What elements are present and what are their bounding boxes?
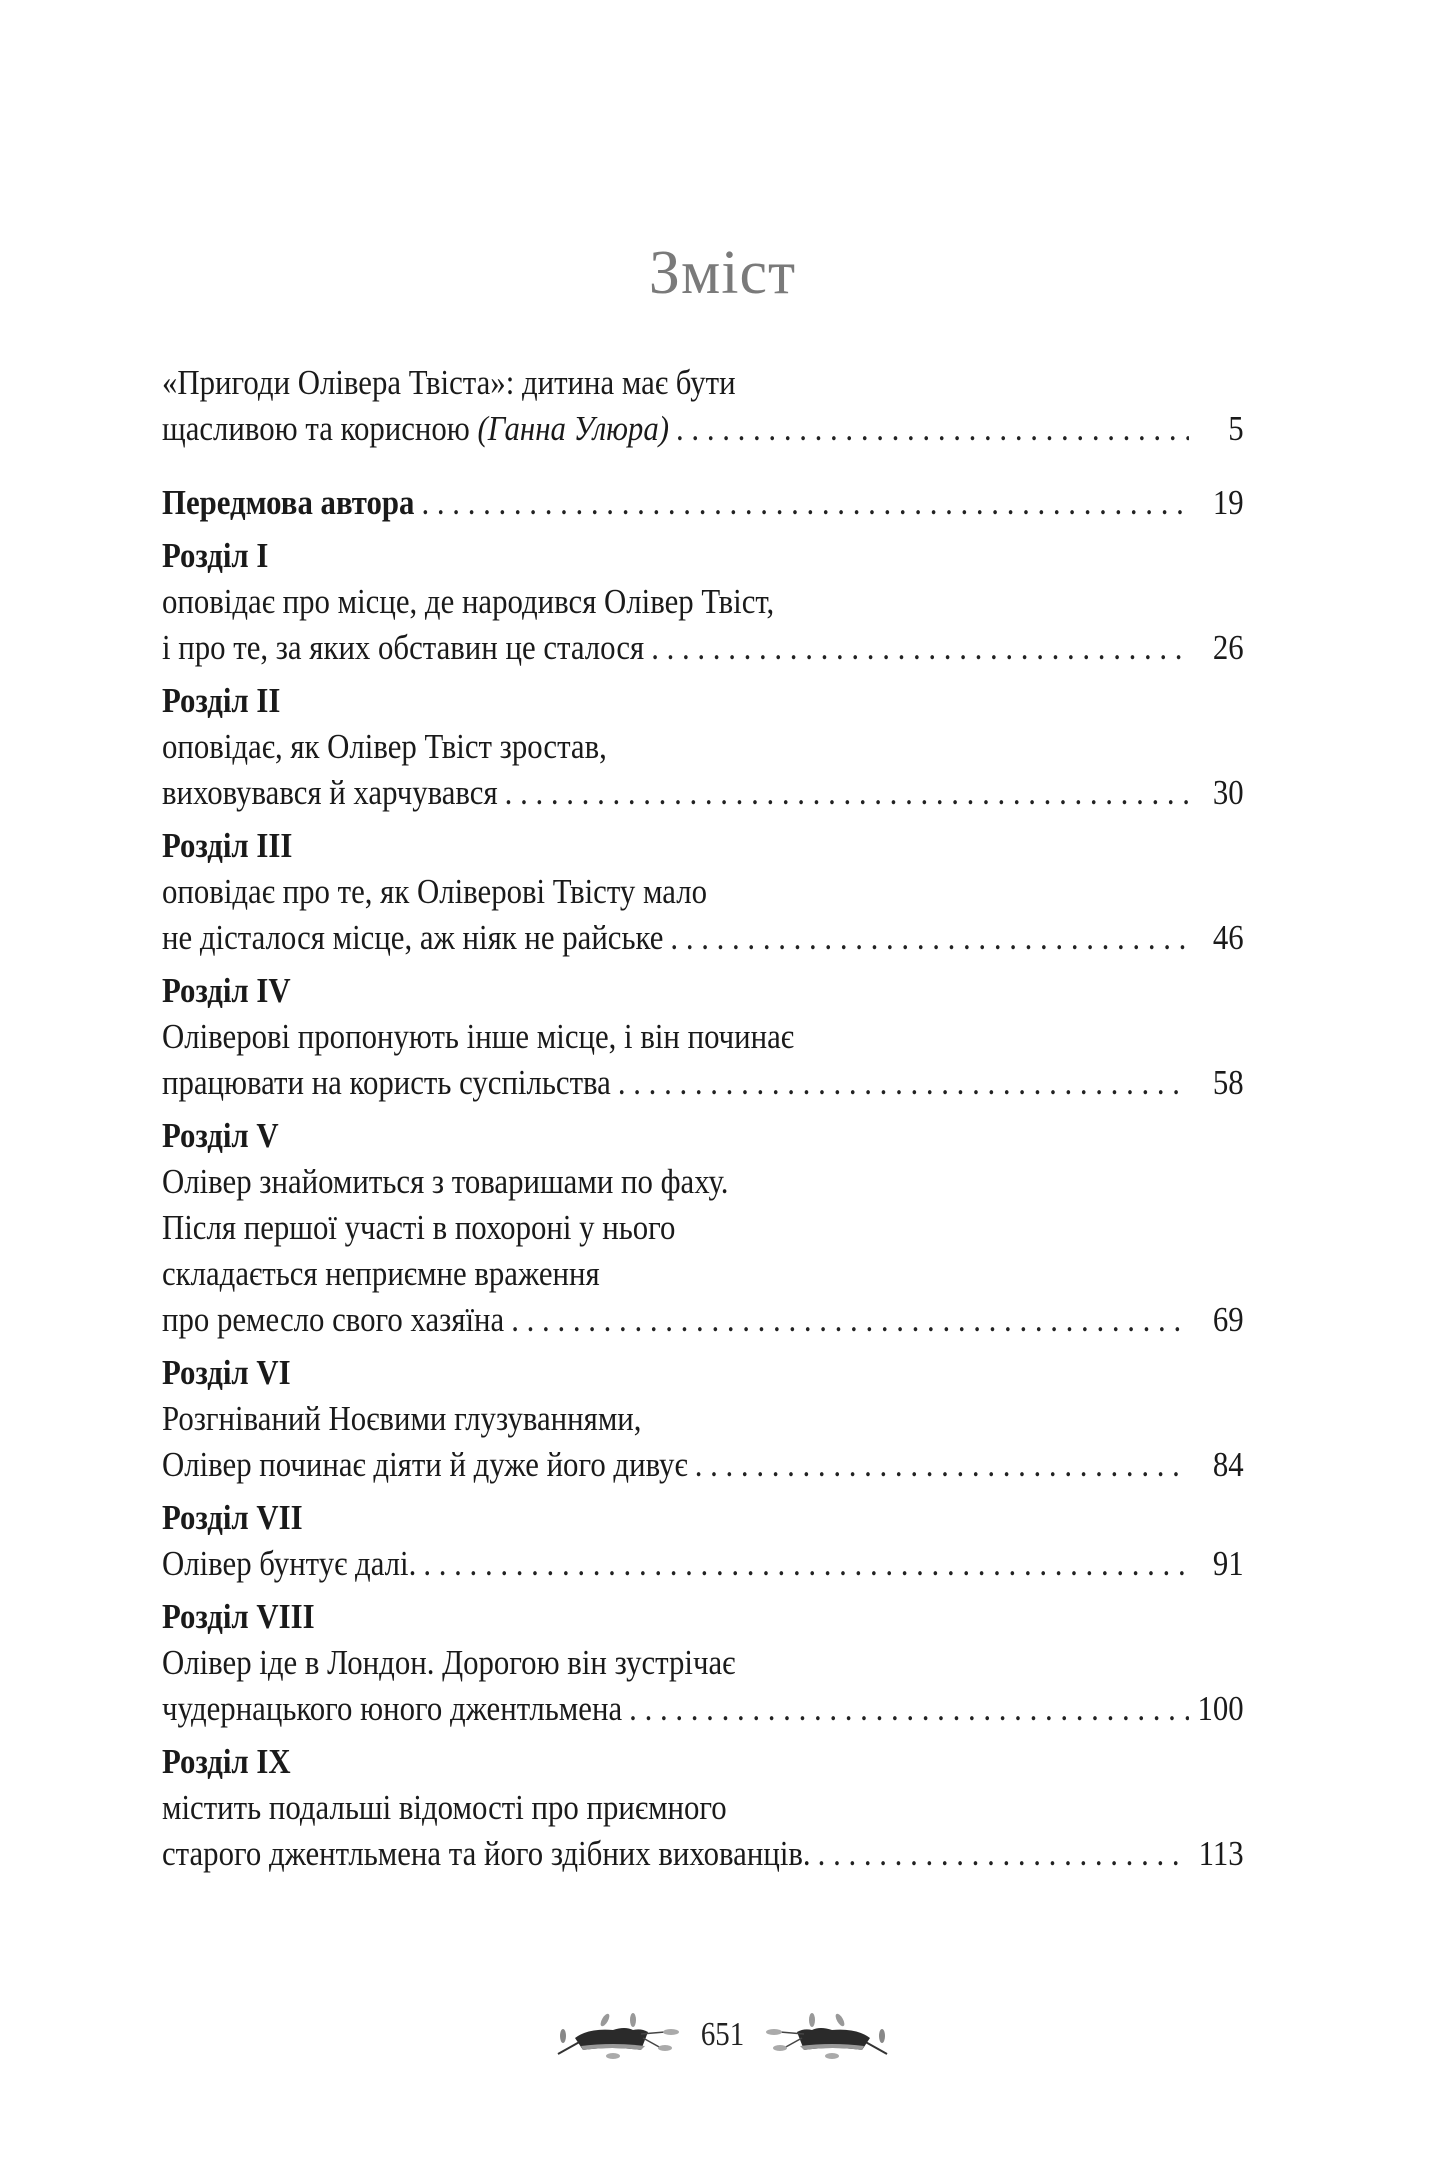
page-ref: 100 (1197, 1689, 1244, 1728)
laurel-ornament-right-icon (762, 2010, 892, 2060)
page-ref: 46 (1212, 918, 1244, 957)
chapter-heading: Розділ III (162, 826, 293, 865)
page-ref: 19 (1212, 483, 1244, 522)
dot-leader (651, 625, 1189, 671)
chapter-heading: Розділ IX (162, 1742, 291, 1781)
page-ref: 69 (1212, 1300, 1244, 1339)
dot-leader (695, 1442, 1189, 1488)
toc-entry-chapter-2[interactable] (162, 678, 1244, 816)
page-ref: 30 (1212, 773, 1244, 812)
page-ref: 91 (1212, 1544, 1244, 1583)
dot-leader (618, 1060, 1189, 1106)
entry-text: Після першої участі в похороні у нього (162, 1208, 676, 1247)
toc-entry-chapter-9[interactable] (162, 1739, 1244, 1877)
toc-entry-chapter-6[interactable] (162, 1350, 1244, 1488)
entry-text: Олівер починає діяти й дуже його дивує (162, 1445, 688, 1484)
toc-entry-intro[interactable] (162, 360, 1244, 452)
dot-leader (629, 1686, 1189, 1732)
entry-text: Олівер іде в Лондон. Дорогою він зустрічає (162, 1643, 736, 1682)
entry-text: Олівер бунтує далі. (162, 1544, 417, 1583)
entry-text: про ремесло свого хазяїна (162, 1300, 505, 1339)
dot-leader (505, 770, 1189, 816)
toc-entry-chapter-8[interactable] (162, 1594, 1244, 1732)
entry-text: складається неприємне враження (162, 1254, 600, 1293)
dot-leader (423, 1541, 1189, 1587)
dot-leader (422, 480, 1190, 526)
page-title: Зміст (648, 239, 797, 307)
chapter-heading: Розділ VIII (162, 1597, 315, 1636)
entry-text: чудернацького юного джентльмена (162, 1689, 623, 1728)
chapter-heading: Розділ II (162, 681, 281, 720)
page-ref: 84 (1212, 1445, 1244, 1484)
dot-leader (818, 1831, 1189, 1877)
entry-text: Олівер знайомиться з товаришами по фаху. (162, 1162, 729, 1201)
page-ref: 5 (1228, 409, 1244, 448)
toc-entry-chapter-7[interactable] (162, 1495, 1244, 1587)
entry-text: Розгніваний Ноєвими глузуваннями, (162, 1399, 642, 1438)
toc-entry-chapter-4[interactable] (162, 968, 1244, 1106)
dot-leader (676, 406, 1189, 452)
chapter-heading: Розділ IV (162, 971, 291, 1010)
entry-author: (Ганна Улюра) (477, 409, 669, 448)
entry-text: щасливою та корисною (Ганна Улюра) (162, 409, 669, 448)
entry-text: не дісталося місце, аж ніяк не райське (162, 918, 664, 957)
page-footer (0, 2010, 1445, 2060)
chapter-heading: Розділ VI (162, 1353, 291, 1392)
toc-entry-preface[interactable] (162, 480, 1244, 526)
entry-text: оповідає, як Олівер Твіст зростав, (162, 727, 607, 766)
page-ref: 26 (1212, 628, 1244, 667)
entry-text: оповідає про місце, де народився Олівер Твіст, (162, 582, 775, 621)
toc-entry-chapter-1[interactable] (162, 533, 1244, 671)
entry-text: виховувався й харчувався (162, 773, 498, 812)
chapter-heading: Розділ V (162, 1116, 279, 1155)
dot-leader (670, 915, 1189, 961)
chapter-heading: Розділ VII (162, 1498, 303, 1537)
entry-text: і про те, за яких обставин це сталося (162, 628, 645, 667)
entry-text: старого джентльмена та його здібних вихованців. (162, 1834, 811, 1873)
entry-text: працювати на користь суспільства (162, 1063, 611, 1102)
entry-text: оповідає про те, як Оліверові Твісту мало (162, 872, 707, 911)
entry-text: Оліверові пропонують інше місце, і він починає (162, 1017, 795, 1056)
page-ref: 113 (1198, 1834, 1244, 1873)
entry-text: «Пригоди Олівера Твіста»: дитина має бути (162, 363, 736, 402)
entry-title: Передмова автора (162, 483, 415, 522)
entry-text: містить подальші відомості про приємного (162, 1788, 727, 1827)
toc-entry-chapter-3[interactable] (162, 823, 1244, 961)
chapter-heading: Розділ I (162, 536, 269, 575)
page-ref: 58 (1212, 1063, 1244, 1102)
laurel-ornament-left-icon (553, 2010, 683, 2060)
table-of-contents (162, 360, 1244, 1884)
page-number: 651 (700, 2016, 745, 2053)
dot-leader (511, 1297, 1189, 1343)
toc-entry-chapter-5[interactable] (162, 1113, 1244, 1343)
